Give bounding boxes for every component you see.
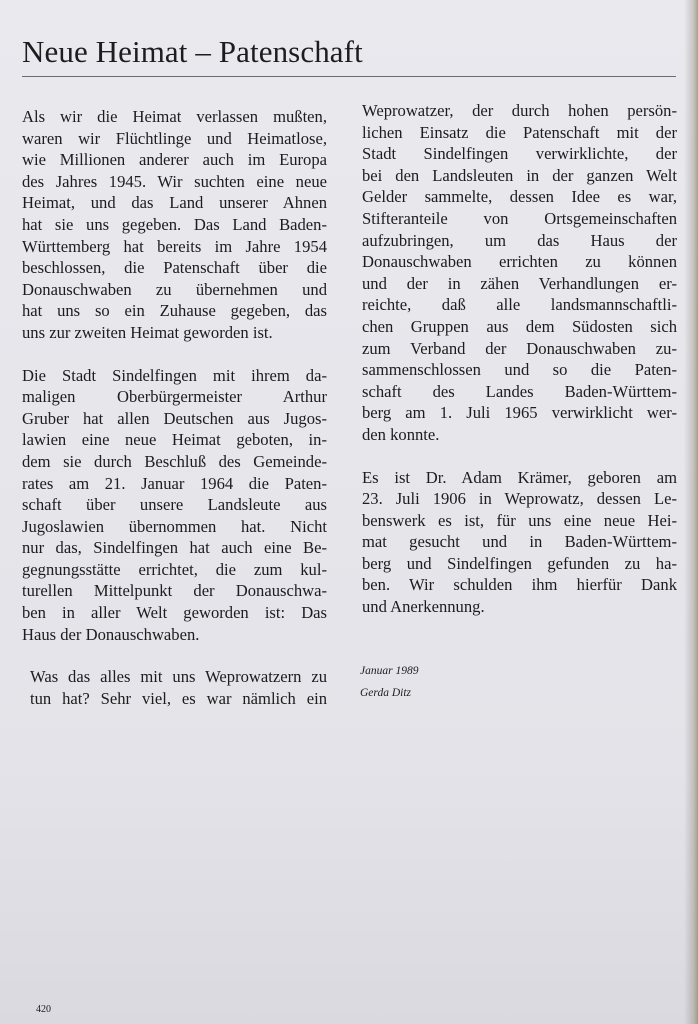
text-line: bei den Landsleuten in der ganzen Welt [362, 165, 677, 185]
text-line: Es ist Dr. Adam Krämer, geboren am [362, 467, 677, 487]
text-line: des Jahres 1945. Wir suchten eine neue [22, 171, 327, 191]
text-line: turellen Mittelpunkt der Donauschwa- [22, 581, 327, 601]
paragraph-gap [22, 344, 327, 365]
title-rule [22, 76, 676, 77]
text-line: ben. Wir schulden ihm hierfür Dank [362, 575, 677, 595]
text-line: beschlossen, die Patenschaft über die [22, 258, 327, 278]
text-line: schaft des Landes Baden-Württem- [362, 381, 677, 401]
text-line: hat uns so ein Zuhause gegeben, das [22, 301, 327, 321]
text-line: Donauschwaben errichten zu können [362, 252, 677, 272]
text-line: zum Verband der Donauschwaben zu- [362, 338, 677, 358]
right-text-column [362, 100, 677, 618]
page-edge-shadow [684, 0, 698, 1024]
page-title: Neue Heimat – Patenschaft [22, 34, 363, 69]
text-line: Haus der Donauschwaben. [22, 624, 200, 644]
text-line: Stadt Sindelfingen verwirklichte, der [362, 144, 677, 164]
text-line: waren wir Flüchtlinge und Heimatlose, [22, 128, 327, 148]
text-line: wie Millionen anderer auch im Europa [22, 150, 327, 170]
text-line: den konnte. [362, 424, 440, 444]
text-line: lawien eine neue Heimat geboten, in- [22, 430, 327, 450]
text-line: berg am 1. Juli 1965 verwirklicht wer- [362, 403, 677, 423]
text-line: Stifteranteile von Ortsgemeinschaften [362, 208, 677, 228]
text-line: Württemberg hat bereits im Jahre 1954 [22, 236, 327, 256]
text-line: Als wir die Heimat verlassen mußten, [22, 107, 327, 126]
text-line: rates am 21. Januar 1964 die Paten- [22, 473, 327, 493]
text-line: 23. Juli 1906 in Weprowatz, dessen Le- [362, 489, 677, 509]
text-line: maligen Oberbürgermeister Arthur [22, 387, 327, 407]
text-line: Weprowatzer, der durch hohen persön- [362, 101, 677, 120]
text-line: gegnungsstätte errichtet, die zum kul- [22, 559, 327, 579]
text-line: uns zur zweiten Heimat geworden ist. [22, 322, 273, 342]
text-line: chen Gruppen aus dem Südosten sich [362, 316, 677, 336]
page-number: 420 [36, 1004, 51, 1015]
text-line: Donauschwaben zu übernehmen und [22, 279, 327, 299]
text-line: berg und Sindelfingen gefunden zu ha- [362, 553, 677, 573]
text-line: lichen Einsatz die Patenschaft mit der [362, 122, 677, 142]
text-line: Die Stadt Sindelfingen mit ihrem da- [22, 365, 327, 385]
paragraph [22, 365, 327, 646]
text-line: ben in aller Welt geworden ist: Das [22, 603, 327, 623]
paragraph [362, 100, 677, 446]
text-line: reichte, daß alle landsmannschaftli- [362, 295, 677, 315]
paragraph [22, 666, 327, 709]
left-text-column [22, 106, 327, 709]
text-line: benswerk es ist, für uns eine neue Hei- [362, 510, 677, 530]
paragraph [362, 467, 677, 618]
text-line: und Anerkennung. [362, 597, 485, 617]
text-line: sammenschlossen und so die Paten- [362, 360, 677, 380]
text-line: und der in zähen Verhandlungen er- [362, 273, 677, 293]
signature-date: Januar 1989 [360, 665, 419, 677]
text-line: Was das alles mit uns Weprowatzern zu [30, 667, 327, 687]
text-line: tun hat? Sehr viel, es war nämlich ein [30, 688, 327, 708]
paragraph [22, 106, 327, 344]
text-line: nur das, Sindelfingen hat auch eine Be- [22, 538, 327, 558]
text-line: Heimat, und das Land unserer Ahnen [22, 193, 327, 213]
text-line: schaft über unsere Landsleute aus [22, 495, 327, 515]
text-line: Jugoslawien übernommen hat. Nicht [22, 516, 327, 536]
signature-author: Gerda Ditz [360, 687, 412, 699]
text-line: Gelder sammelte, dessen Idee es war, [362, 187, 677, 207]
text-line: Gruber hat allen Deutschen aus Jugos- [22, 408, 327, 428]
paragraph-gap [362, 446, 677, 467]
text-line: aufzubringen, um das Haus der [362, 230, 677, 250]
text-line: dem sie durch Beschluß des Gemeinde- [22, 451, 327, 471]
text-line: hat sie uns gegeben. Das Land Baden- [22, 214, 327, 234]
text-line: mat gesucht und in Baden-Württem- [362, 532, 677, 552]
paragraph-gap [22, 645, 327, 666]
